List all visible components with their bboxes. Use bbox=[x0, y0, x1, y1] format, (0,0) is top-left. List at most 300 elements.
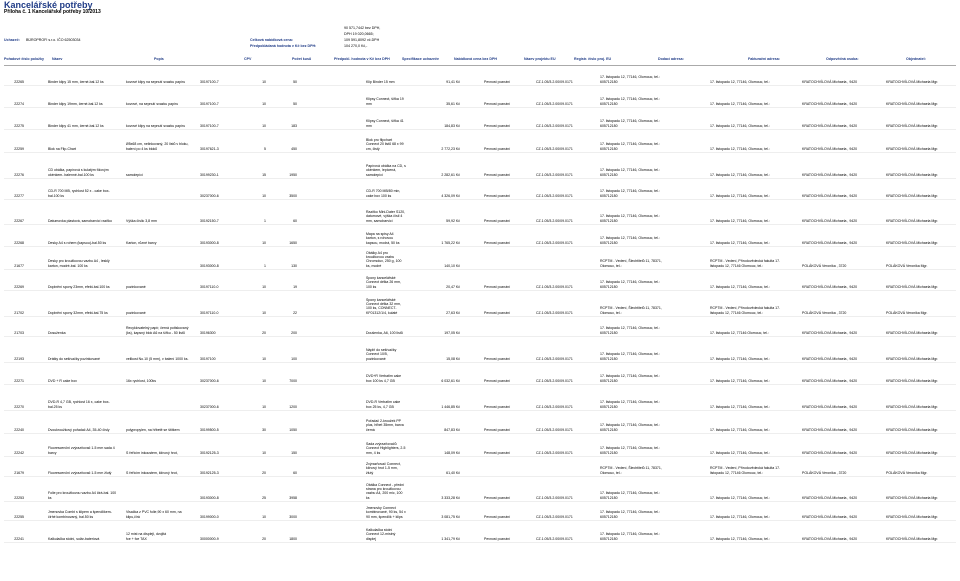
column-header: Popis bbox=[154, 57, 164, 61]
billing-address: 17. listopadu 12, 77146, Olomouc, tel.: bbox=[710, 172, 770, 177]
cpv-code: 30192125-3 bbox=[200, 470, 219, 475]
supplier-spec: Doušenka, A6, 100 listů bbox=[366, 330, 403, 335]
table-row bbox=[4, 336, 956, 363]
billing-address: 17. listopadu 12, 77146, Olomouc, tel.: bbox=[710, 427, 770, 432]
uchazec-value: BÜROPROFI s.r.o. IČO 62503034 bbox=[26, 38, 81, 42]
cpv-code: 30197621-3 bbox=[200, 146, 219, 151]
estimated-value: 100 bbox=[291, 356, 297, 361]
responsible-person: KRATOCHVÍLOVÁ Michaela , 9420 bbox=[802, 404, 858, 409]
item-name: Drátky do sešívačky pozinkované bbox=[48, 356, 100, 361]
item-description: Visačka z PVC folie,90 x 60 mm, na klipu,čirá bbox=[126, 510, 182, 519]
orderer: KRATOCHVÍLOVÁ Michaela Mgr. bbox=[886, 495, 939, 500]
eu-project-name: Pevnost poznání bbox=[484, 218, 511, 223]
billing-address: 17. listopadu 12, 77146, Olomouc, tel.: bbox=[710, 101, 770, 106]
eu-project-name: Pevnost poznání bbox=[484, 146, 511, 151]
table-row bbox=[4, 410, 956, 434]
table-row bbox=[4, 66, 956, 86]
responsible-person: KRATOCHVÍLOVÁ Michaela , 9420 bbox=[802, 330, 858, 335]
table-row bbox=[4, 384, 956, 411]
offer-price: 140,10 Kč bbox=[444, 263, 460, 268]
row-number: 22270 bbox=[14, 404, 24, 409]
eu-project-reg: CZ.1.05/3.2.00/09.0171 bbox=[536, 404, 573, 409]
responsible-person: KRATOCHVÍLOVÁ Michaela , 9420 bbox=[802, 123, 858, 128]
responsible-person: KRATOCHVÍLOVÁ Michaela , 9420 bbox=[802, 146, 858, 151]
delivery-address: RCPTM - Vedení, Šlechtitelů 11, 78371, Olomouc, tel.: bbox=[600, 306, 662, 315]
column-header: Předpokl. hodnota v Kč bez DPH bbox=[334, 57, 390, 61]
eu-project-name: Pevnost poznání bbox=[484, 240, 511, 245]
eu-project-reg: CZ.1.05/3.2.00/09.0171 bbox=[536, 427, 573, 432]
table-row bbox=[4, 224, 956, 247]
item-description: kovové klipy na sepnutí svazku papíru bbox=[126, 123, 186, 128]
row-number: 22277 bbox=[14, 193, 24, 198]
column-header: Specifikace uchazeče bbox=[402, 57, 439, 61]
orderer: KRATOCHVÍLOVÁ Michaela Mgr. bbox=[886, 79, 939, 84]
eu-project-reg: CZ.1.05/3.2.00/09.0171 bbox=[536, 240, 573, 245]
item-name: Fluorescenční zvýrazňovač 1-5 mm žlutý bbox=[48, 470, 112, 475]
item-name: Kalkulačka stolní, solár-bateriová bbox=[48, 536, 100, 541]
eu-project-name: Pevnost poznání bbox=[484, 356, 511, 361]
billing-address: 17. listopadu 12, 77146, Olomouc, tel.: bbox=[710, 193, 770, 198]
offer-price: 184,83 Kč bbox=[444, 123, 460, 128]
offer-price: 6 032,61 Kč bbox=[441, 378, 460, 383]
supplier-spec: DVD+R Verbatim cake box 100 ks 4,7 GB bbox=[366, 374, 402, 383]
orderer: KRATOCHVÍLOVÁ Michaela Mgr. bbox=[886, 450, 939, 455]
orderer: KRATOCHVÍLOVÁ Michaela Mgr. bbox=[886, 378, 939, 383]
uchazec-label: Uchazeč: bbox=[4, 38, 20, 42]
responsible-person: KRATOCHVÍLOVÁ Michaela , 9420 bbox=[802, 450, 858, 455]
offer-price: 61,40 Kč bbox=[446, 470, 460, 475]
row-number: 22253 bbox=[14, 495, 24, 500]
orderer: KRATOCHVÍLOVÁ Michaela Mgr. bbox=[886, 404, 939, 409]
cpv-code: 30237000-6 bbox=[200, 193, 219, 198]
billing-address: 17. listopadu 12, 77146, Olomouc, tel.: bbox=[710, 79, 770, 84]
estimated-value: 183 bbox=[291, 123, 297, 128]
supplier-spec: Spony kancelářské Connect délka 26 mm, 100 ks bbox=[366, 276, 402, 289]
column-header: Registr. číslo proj. EU bbox=[574, 57, 612, 61]
delivery-address: 17. listopadu 12, 77146, Olomouc, tel.: 605712180 bbox=[600, 236, 660, 245]
eu-project-name: Pevnost poznání bbox=[484, 172, 511, 177]
cpv-code: 30197100 bbox=[200, 356, 216, 361]
table-row bbox=[4, 433, 956, 457]
offer-price: 3 333,28 Kč bbox=[441, 495, 460, 500]
offer-price: 847,83 Kč bbox=[444, 427, 460, 432]
item-description: Výška číslic 3,8 mm bbox=[126, 218, 157, 223]
estimated-value: 60 bbox=[293, 470, 297, 475]
orderer: KRATOCHVÍLOVÁ Michaela Mgr. bbox=[886, 356, 939, 361]
orderer: KRATOCHVÍLOVÁ Michaela Mgr. bbox=[886, 101, 939, 106]
hodnota-label: Předpokládaná hodnota v Kč bez DPH: bbox=[250, 44, 317, 48]
delivery-address: 17. listopadu 12, 77146, Olomouc, tel.: 605712180 bbox=[600, 374, 660, 383]
document-subtitle: Příloha č. 1 Kancelářské potřeby 10/2013 bbox=[4, 9, 101, 15]
table-row bbox=[4, 362, 956, 385]
item-name: Desky A4 s rohem (kapsou)-bal.50 ks bbox=[48, 240, 107, 245]
cpv-code: 30000000-9 bbox=[200, 536, 219, 541]
row-number: 22274 bbox=[14, 101, 24, 106]
table-row bbox=[4, 269, 956, 291]
quantity: 20 bbox=[262, 330, 266, 335]
responsible-person: KRATOCHVÍLOVÁ Michaela , 9420 bbox=[802, 356, 858, 361]
billing-address: 17. listopadu 12, 77146, Olomouc, tel.: bbox=[710, 218, 770, 223]
orderer: KRATOCHVÍLOVÁ Michaela Mgr. bbox=[886, 427, 939, 432]
estimated-value: 1950 bbox=[289, 172, 297, 177]
column-header: Nabídková cena bez DPH bbox=[454, 57, 497, 61]
column-header: Odpovědná osoba: bbox=[826, 57, 859, 61]
cpv-code: 30199230-1 bbox=[200, 172, 219, 177]
offer-price: 197,05 Kč bbox=[444, 330, 460, 335]
responsible-person: KRATOCHVÍLOVÁ Michaela , 9420 bbox=[802, 536, 858, 541]
cpv-code: 30192125-3 bbox=[200, 450, 219, 455]
eu-project-reg: CZ.1.05/3.2.00/09.0171 bbox=[536, 536, 573, 541]
quantity: 10 bbox=[262, 450, 266, 455]
responsible-person: KRATOCHVÍLOVÁ Michaela , 9420 bbox=[802, 284, 858, 289]
quantity: 15 bbox=[262, 172, 266, 177]
row-number: 21703 bbox=[14, 330, 24, 335]
estimated-value: 19 bbox=[293, 284, 297, 289]
item-description: velikost No.10 (5 mm), v balení 1000 ks. bbox=[126, 356, 189, 361]
offer-price: 2 772,23 Kč bbox=[441, 146, 460, 151]
delivery-address: 17. listopadu 12, 77146, Olomouc, tel.: 605712180 bbox=[600, 491, 660, 500]
billing-address: 17. listopadu 12, 77146, Olomouc, tel.: bbox=[710, 356, 770, 361]
estimated-value: 150 bbox=[291, 450, 297, 455]
supplier-spec: CD-R 700 MB/80 min, cake box 100 ks bbox=[366, 189, 401, 198]
billing-address: 17. listopadu 12, 77146, Olomouc, tel.: bbox=[710, 146, 770, 151]
delivery-address: 17. listopadu 12, 77146, Olomouc, tel.: 605712180 bbox=[600, 352, 660, 361]
quantity: 1 bbox=[264, 263, 266, 268]
table-row bbox=[4, 246, 956, 270]
column-header: CPV bbox=[244, 57, 252, 61]
orderer: KRATOCHVÍLOVÁ Michaela Mgr. bbox=[886, 218, 939, 223]
item-description: S řeřicím inkoustem, klínový hrot, bbox=[126, 470, 178, 475]
estimated-value: 50 bbox=[293, 79, 297, 84]
eu-project-name: Pevnost poznání bbox=[484, 495, 511, 500]
quantity: 20 bbox=[262, 536, 266, 541]
delivery-address: RCPTM - Vedení, Šlechtitelů 11, 78371, Olomouc, tel.: bbox=[600, 259, 662, 268]
eu-project-reg: CZ.1.05/3.2.00/09.0171 bbox=[536, 495, 573, 500]
delivery-address: 17. listopadu 12, 77146, Olomouc, tel.: 605712180 bbox=[600, 326, 660, 335]
estimated-value: 1800 bbox=[289, 536, 297, 541]
cpv-code: 30193000-8 bbox=[200, 263, 219, 268]
delivery-address: 17. listopadu 12, 77146, Olomouc, tel.: 605712180 bbox=[600, 214, 660, 223]
quantity: 25 bbox=[262, 495, 266, 500]
column-header: Objednatel: bbox=[906, 57, 926, 61]
offer-price: 35,61 Kč bbox=[446, 101, 460, 106]
document-title: Kancelářské potřeby bbox=[4, 0, 93, 10]
billing-address: 17. listopadu 12, 77146, Olomouc, tel.: bbox=[710, 240, 770, 245]
table-row bbox=[4, 316, 956, 337]
eu-project-reg: CZ.1.05/3.2.00/09.0171 bbox=[536, 514, 573, 519]
eu-project-reg: CZ.1.05/3.2.00/09.0171 bbox=[536, 123, 573, 128]
orderer: KRATOCHVÍLOVÁ Michaela Mgr. bbox=[886, 536, 939, 541]
delivery-address: 17. listopadu 12, 77146, Olomouc, tel.: 605712180 bbox=[600, 189, 660, 198]
eu-project-reg: CZ.1.05/3.2.00/09.0171 bbox=[536, 284, 573, 289]
eu-project-name: Pevnost poznání bbox=[484, 101, 511, 106]
eu-project-reg: CZ.1.05/3.2.00/09.0171 bbox=[536, 450, 573, 455]
item-description: 16x rychlost, 100ks bbox=[126, 378, 156, 383]
cpv-code: 30197100-7 bbox=[200, 101, 219, 106]
delivery-address: 17. listopadu 12, 77146, Olomouc, tel.: 605712180 bbox=[600, 142, 660, 151]
item-name: DVD + R cake box bbox=[48, 378, 77, 383]
delivery-address: 17. listopadu 12, 77146, Olomouc, tel.: 605712180 bbox=[600, 280, 660, 289]
eu-project-name: Pevnost poznání bbox=[484, 284, 511, 289]
estimated-value: 3958 bbox=[289, 495, 297, 500]
item-name: Dosuženka bbox=[48, 330, 66, 335]
estimated-value: 1650 bbox=[289, 240, 297, 245]
responsible-person: KRATOCHVÍLOVÁ Michaela , 9420 bbox=[802, 101, 858, 106]
quantity: 10 bbox=[262, 240, 266, 245]
price-line-2: DPH 19 020,0665; bbox=[344, 32, 374, 36]
estimated-value: 22 bbox=[293, 310, 297, 315]
row-number: 21702 bbox=[14, 310, 24, 315]
billing-address: 17. listopadu 12, 77146 Olomouc, tel.: bbox=[710, 330, 769, 335]
eu-project-reg: CZ.1.05/3.2.00/09.0171 bbox=[536, 193, 573, 198]
column-header: Název bbox=[52, 57, 63, 61]
offer-price: 1 765,22 Kč bbox=[441, 240, 460, 245]
delivery-address: 17. listopadu 12, 77146, Olomouc, tel.: 605712180 bbox=[600, 119, 660, 128]
billing-address: RCPTM - Vedení, Přírodovědecká fakulta 17. listopadu 12, 77146 Olomouc, tel.: bbox=[710, 306, 781, 315]
delivery-address: 17. listopadu 12, 77146, Olomouc, tel.: 605712180 bbox=[600, 97, 660, 106]
delivery-address: 17. listopadu 12, 77146, Olomouc, tel.: 605712180 bbox=[600, 510, 660, 519]
item-name: Dvoukroužkový pořadač A4, 35-40 čísly bbox=[48, 427, 110, 432]
item-name: Doplnění spony 23mm, efekt-bal.100 ks bbox=[48, 284, 110, 289]
billing-address: 17. listopadu 12, 77146, Olomouc, tel.: bbox=[710, 404, 770, 409]
offer-price: 20,47 Kč bbox=[446, 284, 460, 289]
item-name: Folie pro kroužkovou vazbu A4 čirá-bal. 100 ks bbox=[48, 491, 117, 500]
responsible-person: POLÁKOVÁ Veronika , 3720 bbox=[802, 310, 847, 315]
billing-address: 17. listopadu 12, 77146, Olomouc, tel.: bbox=[710, 378, 770, 383]
item-name: Fluorescenční zvýrazňovač 1-5 mm sada 4 barvy bbox=[48, 446, 115, 455]
orderer: KRATOCHVÍLOVÁ Michaela Mgr. bbox=[886, 172, 939, 177]
responsible-person: KRATOCHVÍLOVÁ Michaela , 9420 bbox=[802, 378, 858, 383]
billing-address: RCPTM - Vedení, Přírodovědecká fakulta 17. listopadu 12, 77146 Olomouc, tel.: bbox=[710, 466, 781, 475]
billing-address: 17. listopadu 12, 77146, Olomouc, tel.: bbox=[710, 284, 770, 289]
supplier-spec: Náplň do sešívačky Connect 10/5, pozinkované bbox=[366, 348, 397, 361]
row-number: 22255 bbox=[14, 514, 24, 519]
table-row bbox=[4, 501, 956, 521]
item-description: Ø5x68 cm, nelinkovaný, 20 listů v bloku, balení po 4 ks bloků bbox=[126, 142, 189, 151]
eu-project-reg: CZ.1.05/3.2.00/09.0171 bbox=[536, 218, 573, 223]
delivery-address: RCPTM - Vedení, Šlechtitelů 11, 78371, Olomouc, tel.: bbox=[600, 466, 662, 475]
eu-project-reg: CZ.1.05/3.2.00/09.0171 bbox=[536, 79, 573, 84]
cpv-code: 30237000-6 bbox=[200, 378, 219, 383]
responsible-person: KRATOCHVÍLOVÁ Michaela , 9420 bbox=[802, 79, 858, 84]
quantity: 10 bbox=[262, 356, 266, 361]
eu-project-name: Pevnost poznání bbox=[484, 427, 511, 432]
quantity: 10 bbox=[262, 310, 266, 315]
responsible-person: KRATOCHVÍLOVÁ Michaela , 9420 bbox=[802, 172, 858, 177]
item-name: CD-R 700 MB, rychlost 52 x - cake box- bal.100 ks bbox=[48, 189, 110, 198]
eu-project-name: Pevnost poznání bbox=[484, 404, 511, 409]
row-number: 22276 bbox=[14, 172, 24, 177]
supplier-spec: Obálka Connect - přední strana pro kroužkovou vazbu A4, 200 mic, 100 ks bbox=[366, 482, 405, 500]
orderer: KRATOCHVÍLOVÁ Michaela Mgr. bbox=[886, 123, 939, 128]
orderer: KRATOCHVÍLOVÁ Michaela Mgr. bbox=[886, 330, 939, 335]
orderer: POLÁKOVÁ Veronika Mgr. bbox=[886, 470, 928, 475]
row-number: 22240 bbox=[14, 427, 24, 432]
row-number: 22267 bbox=[14, 218, 24, 223]
row-number: 21677 bbox=[14, 263, 24, 268]
estimated-value: 7000 bbox=[289, 378, 297, 383]
quantity: 10 bbox=[262, 378, 266, 383]
eu-project-name: Pevnost poznání bbox=[484, 378, 511, 383]
item-description: S řeřicím inkoustem, klínový hrot, bbox=[126, 450, 178, 455]
item-description: Karton, různé barvy bbox=[126, 240, 157, 245]
cpv-code: 30197100-7 bbox=[200, 123, 219, 128]
eu-project-name: Pevnost poznání bbox=[484, 193, 511, 198]
item-name: Doplnění spony 32mm, efekt-bal.75 ks bbox=[48, 310, 108, 315]
column-header: Počet kusů bbox=[292, 57, 312, 61]
item-description: Recyklovatelný papír, černá potiskovaný (ks), kapsný blok A6 na šířku - 50 listů bbox=[126, 326, 189, 335]
row-number: 22268 bbox=[14, 240, 24, 245]
responsible-person: KRATOCHVÍLOVÁ Michaela , 9420 bbox=[802, 427, 858, 432]
cena-label: Celková nabídková cena: bbox=[250, 38, 293, 42]
cpv-code: 30199000-0 bbox=[200, 514, 219, 519]
cpv-code: 30193000-8 bbox=[200, 495, 219, 500]
offer-price: 1 341,79 Kč bbox=[441, 536, 460, 541]
item-name: Binder klipy 19mm, černé-bal.12 ks bbox=[48, 101, 103, 106]
offer-price: 3 081,75 Kč bbox=[441, 514, 460, 519]
row-number: 22242 bbox=[14, 450, 24, 455]
row-number: 22241 bbox=[14, 536, 24, 541]
column-header: Fakturační adresa: bbox=[748, 57, 780, 61]
delivery-address: 17. listopadu 12, 77146, Olomouc, tel.: 605712180 bbox=[600, 446, 660, 455]
row-number: 22275 bbox=[14, 123, 24, 128]
supplier-spec: Blok pro flipchart Connect 20 listů 68 x 99 cm, čistý bbox=[366, 138, 404, 151]
column-header: Pořadové číslo položky bbox=[4, 57, 44, 61]
quantity: 30 bbox=[262, 427, 266, 432]
price-line-4: 104 270,0 Kč,- bbox=[344, 44, 368, 48]
responsible-person: POLÁKOVÁ Veronika , 3720 bbox=[802, 470, 847, 475]
estimated-value: 1050 bbox=[289, 427, 297, 432]
table-row bbox=[4, 456, 956, 477]
quantity: 10 bbox=[262, 123, 266, 128]
supplier-spec: Razítko Mini-Dater S120, datumové, výška číslí 4 mm, samobarvicí bbox=[366, 210, 406, 223]
responsible-person: POLÁKOVÁ Veronika , 3720 bbox=[802, 263, 847, 268]
estimated-value: 130 bbox=[291, 263, 297, 268]
responsible-person: KRATOCHVÍLOVÁ Michaela , 9420 bbox=[802, 514, 858, 519]
billing-address: 17. listopadu 12, 77146, Olomouc, tel.: bbox=[710, 450, 770, 455]
estimated-value: 3500 bbox=[289, 193, 297, 198]
eu-project-name: Pevnost poznání bbox=[484, 79, 511, 84]
orderer: POLÁKOVÁ Veronika Mgr. bbox=[886, 310, 928, 315]
supplier-spec: Papírová obálka na CD, s okénkem, lepicená, samolepící bbox=[366, 164, 406, 177]
table-row bbox=[4, 107, 956, 130]
delivery-address: 17. listopadu 12, 77146, Olomouc, tel.: 605712180 bbox=[600, 532, 660, 541]
responsible-person: KRATOCHVÍLOVÁ Michaela , 9420 bbox=[802, 218, 858, 223]
cpv-code: 30197100-7 bbox=[200, 79, 219, 84]
estimated-value: 60 bbox=[293, 218, 297, 223]
price-line-3: 109 591,8092 vč.DPH bbox=[344, 38, 380, 42]
billing-address: 17. listopadu 12, 77146, Olomouc, tel.: bbox=[710, 514, 770, 519]
row-number: 22271 bbox=[14, 378, 24, 383]
eu-project-name: Pevnost poznání bbox=[484, 450, 511, 455]
offer-price: 15,08 Kč bbox=[446, 356, 460, 361]
estimated-value: 3000 bbox=[289, 514, 297, 519]
billing-address: RCPTM - Vedení, Přírodovědecká fakulta 17. listopadu 12, 77146 Olomouc, tel.: bbox=[710, 259, 781, 268]
eu-project-name: Pevnost poznání bbox=[484, 536, 511, 541]
estimated-value: 1200 bbox=[289, 404, 297, 409]
quantity: 10 bbox=[262, 404, 266, 409]
cpv-code: 30237000-6 bbox=[200, 404, 219, 409]
supplier-spec: Klipsy Connect, šířka 19 mm bbox=[366, 97, 404, 106]
column-header: Dodací adresa: bbox=[658, 57, 684, 61]
item-description: kovové klipy na sepnutí svazku papíru bbox=[126, 79, 186, 84]
item-name: Binder klipy 41 mm, černé-bal.12 ks bbox=[48, 123, 104, 128]
table-row bbox=[4, 152, 956, 179]
item-name: Binder klipy 15 mm, černé-bal.12 ks bbox=[48, 79, 104, 84]
eu-project-name: Pevnost poznání bbox=[484, 123, 511, 128]
table-row bbox=[4, 476, 956, 502]
supplier-spec: Sada zvýrazňovačů Connect Highlighters, 2-5 mm, 4 ks bbox=[366, 442, 406, 455]
responsible-person: KRATOCHVÍLOVÁ Michaela , 9420 bbox=[802, 240, 858, 245]
column-header: Název projektu EU bbox=[524, 57, 556, 61]
row-number: 21679 bbox=[14, 470, 24, 475]
estimated-value: 50 bbox=[293, 101, 297, 106]
orderer: KRATOCHVÍLOVÁ Michaela Mgr. bbox=[886, 240, 939, 245]
cpv-code: 30196300 bbox=[200, 330, 216, 335]
row-number: 22269 bbox=[14, 284, 24, 289]
quantity: 1 bbox=[264, 218, 266, 223]
item-description: 12 míst na displeji, dvojitá fce + fce TAX bbox=[126, 532, 167, 541]
delivery-address: 17. listopadu 12, 77146, Olomouc, tel.: 605712180 bbox=[600, 400, 660, 409]
eu-project-reg: CZ.1.05/3.2.00/09.0171 bbox=[536, 172, 573, 177]
supplier-spec: Kalkulačka stolní Connect 12-místný displej bbox=[366, 528, 396, 541]
supplier-spec: Jmenovky Connect kombinované, 90 ks, 54 x 90 mm, špendlík + klips bbox=[366, 506, 406, 519]
eu-project-reg: CZ.1.05/3.2.00/09.0171 bbox=[536, 356, 573, 361]
item-description: samolepící bbox=[126, 172, 143, 177]
responsible-person: KRATOCHVÍLOVÁ Michaela , 9420 bbox=[802, 495, 858, 500]
quantity: 20 bbox=[262, 470, 266, 475]
delivery-address: 17. listopadu 12, 77146, Olomouc, tel.: 605712180 bbox=[600, 423, 660, 432]
quantity: 10 bbox=[262, 79, 266, 84]
supplier-spec: Zvýrazňovač Connect, klínový hrot 1-5 mm, žlutý bbox=[366, 462, 401, 475]
eu-project-name: Pevnost poznání bbox=[484, 514, 511, 519]
cpv-code: 30197110-0 bbox=[200, 310, 219, 315]
item-name: Jmenovka Combi s klipem a špendlíkem- čirhé kombinovaný, bal.50 ks bbox=[48, 510, 112, 519]
orderer: KRATOCHVÍLOVÁ Michaela Mgr. bbox=[886, 146, 939, 151]
eu-project-name: Pevnost poznání bbox=[484, 310, 511, 315]
offer-price: 91,41 Kč bbox=[446, 79, 460, 84]
responsible-person: KRATOCHVÍLOVÁ Michaela , 9420 bbox=[802, 193, 858, 198]
quantity: 5 bbox=[264, 146, 266, 151]
supplier-spec: Klip Binder 15 mm bbox=[366, 79, 395, 84]
eu-project-reg: CZ.1.05/3.2.00/09.0171 bbox=[536, 378, 573, 383]
supplier-spec: Obálky A4 pro kroužkovou vazbu Chromolux, 250 g, 100 ks, modré bbox=[366, 250, 402, 268]
supplier-spec: Spony kancelářské Connect délka 32 mm, 100 ks, CONNECT- KF01312/1/4, kulaté bbox=[366, 297, 402, 315]
item-description: polypropylen, na hřbetě se štítkem bbox=[126, 427, 180, 432]
item-name: Desky pro kroužkovou vazbu A4 , lesklý karton, modré-bal. 100 ks bbox=[48, 259, 110, 268]
supplier-spec: Klipsy Connect, šířka 41 mm bbox=[366, 119, 404, 128]
price-line-1: 90 571,7442 bez DPH, bbox=[344, 26, 381, 30]
orderer: KRATOCHVÍLOVÁ Michaela Mgr. bbox=[886, 193, 939, 198]
offer-price: 27,63 Kč bbox=[446, 310, 460, 315]
delivery-address: 17. listopadu 12, 77146, Olomouc, tel.: 605712180 bbox=[600, 75, 660, 84]
billing-address: 17. listopadu 12, 77146, Olomouc, tel.: bbox=[710, 536, 770, 541]
estimated-value: 200 bbox=[291, 330, 297, 335]
billing-address: 17. listopadu 12, 77146, Olomouc, tel.: bbox=[710, 123, 770, 128]
offer-price: 59,92 Kč bbox=[446, 218, 460, 223]
item-name: DVD-R 4,7 GB, rychlost 16 x, cake box- bal.25 ks bbox=[48, 400, 110, 409]
orderer: KRATOCHVÍLOVÁ Michaela Mgr. bbox=[886, 284, 939, 289]
billing-address: 17. listopadu 12, 77146, Olomouc, tel.: bbox=[710, 495, 770, 500]
eu-project-reg: CZ.1.05/3.2.00/09.0171 bbox=[536, 310, 573, 315]
table-header bbox=[4, 56, 956, 66]
item-name: CD obálka, papírová s kulatým fólovým okénkem- balenné-bal.100 ks bbox=[48, 168, 109, 177]
cpv-code: 30199500-5 bbox=[200, 427, 219, 432]
supplier-spec: Pořadač 2-kroužek PP plus, hřbet 35mm, barva černá bbox=[366, 419, 404, 432]
eu-project-reg: CZ.1.05/3.2.00/09.0171 bbox=[536, 146, 573, 151]
table-row bbox=[4, 178, 956, 200]
quantity: 10 bbox=[262, 193, 266, 198]
